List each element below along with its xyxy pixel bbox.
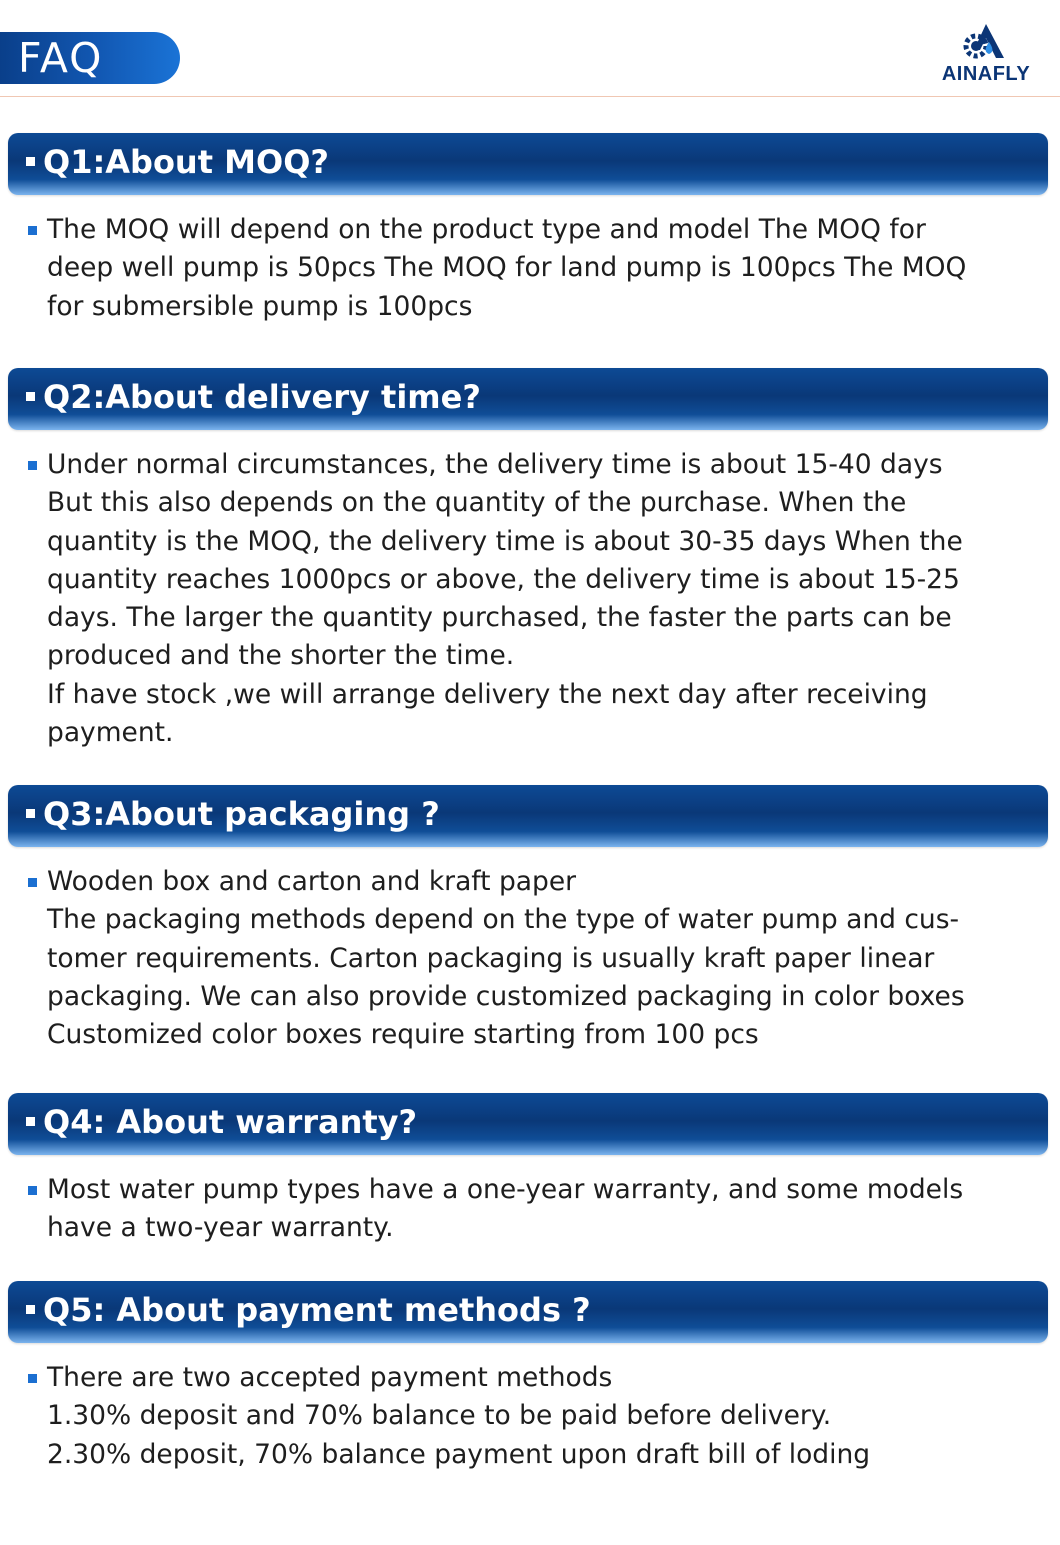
answer-line: payment. (47, 717, 174, 749)
faq-answer-4 (28, 1171, 1048, 1248)
question-text: Q4: About warranty? (43, 1103, 418, 1141)
answer-line: for submersible pump is 100pcs (47, 290, 473, 322)
answer-line: Most water pump types have a one-year warranty, and some models (47, 1174, 964, 1205)
bullet-square-icon (26, 157, 35, 166)
answer-line: 2.30% deposit, 70% balance payment upon draft bill of loding (47, 1438, 871, 1470)
bullet-square-icon (28, 461, 37, 470)
question-text: Q1:About MOQ? (43, 143, 329, 181)
bullet-square-icon (26, 1117, 35, 1126)
answer-line: 1.30% deposit and 70% balance to be paid before delivery. (47, 1400, 832, 1432)
bullet-square-icon (26, 1305, 35, 1314)
bullet-square-icon (28, 1186, 37, 1195)
faq-title-banner (0, 32, 180, 84)
bullet-square-icon (26, 392, 35, 401)
faq-question-4 (8, 1093, 1048, 1155)
answer-line: But this also depends on the quantity of the purchase. When the (47, 487, 907, 519)
gear-drop-logo-icon (958, 20, 1014, 62)
faq-question-1 (8, 133, 1048, 195)
question-text: Q2:About delivery time? (43, 378, 481, 416)
bullet-square-icon (28, 1374, 37, 1383)
faq-answer-1 (28, 211, 1048, 326)
answer-line: If have stock ,we will arrange delivery the next day after receiving (47, 678, 928, 710)
faq-answer-5 (28, 1359, 1048, 1474)
answer-line: quantity reaches 1000pcs or above, the delivery time is about 15-25 (47, 563, 960, 595)
faq-answer-3 (28, 863, 1048, 1054)
answer-line: quantity is the MOQ, the delivery time is about 30-35 days When the (47, 525, 963, 557)
answer-line: days. The larger the quantity purchased, the faster the parts can be (47, 602, 952, 634)
faq-question-3 (8, 785, 1048, 847)
answer-line: Customized color boxes require starting from 100 pcs (47, 1019, 759, 1051)
page-header (0, 0, 1060, 97)
logo-wordmark: AINAFLY (941, 63, 1031, 85)
answer-line: There are two accepted payment methods (47, 1362, 613, 1393)
answer-line: packaging. We can also provide customized packaging in color boxes (47, 980, 965, 1012)
faq-question-2 (8, 368, 1048, 430)
bullet-square-icon (28, 226, 37, 235)
answer-line: Under normal circumstances, the delivery time is about 15-40 days (47, 449, 943, 480)
faq-question-5 (8, 1281, 1048, 1343)
answer-line: The packaging methods depend on the type of water pump and cus- (47, 904, 960, 936)
faq-answer-2 (28, 446, 1048, 752)
page-title: FAQ (18, 34, 104, 82)
question-text: Q5: About payment methods ? (43, 1291, 591, 1329)
answer-line: tomer requirements. Carton packaging is usually kraft paper linear (47, 942, 935, 974)
answer-line: have a two-year warranty. (47, 1212, 394, 1244)
answer-line: deep well pump is 50pcs The MOQ for land pump is 100pcs The MOQ (47, 252, 967, 284)
answer-line: produced and the shorter the time. (47, 640, 515, 672)
answer-line: Wooden box and carton and kraft paper (47, 866, 577, 897)
bullet-square-icon (26, 809, 35, 818)
question-text: Q3:About packaging ? (43, 795, 440, 833)
answer-line: The MOQ will depend on the product type and model The MOQ for (47, 214, 926, 245)
brand-logo (936, 20, 1036, 86)
bullet-square-icon (28, 878, 37, 887)
